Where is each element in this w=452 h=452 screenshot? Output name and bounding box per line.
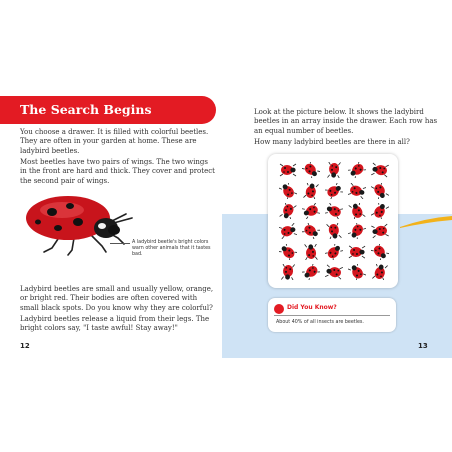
- left-paragraph-1: You choose a drawer. It is filled with colorful beetles. They are often in your garden at home. These are ladybird beetles.: [20, 128, 209, 155]
- ladybug-4-4: [348, 223, 366, 239]
- ladybug-1-2: [302, 162, 320, 178]
- ladybug-5-4: [348, 244, 366, 260]
- ladybug-3-2: [302, 203, 320, 219]
- left-paragraph-3: Ladybird beetles are small and usually yellow, orange, or bright red. Their bodies are often covered with small black spots. Do you know why they are colorful?: [20, 285, 214, 312]
- did-you-know-title: Did You Know?: [287, 304, 337, 311]
- page-number-right: 13: [418, 342, 428, 350]
- left-paragraph-2: Most beetles have two pairs of wings. The two wings in the front are hard and thick. They cover and protect the second pair of wings.: [20, 158, 215, 185]
- right-paragraph-1: Look at the picture below. It shows the ladybird beetles in an array inside the drawer. Each row has an equal number of beetles.: [254, 108, 438, 135]
- ladybug-1-5: [371, 162, 389, 178]
- ladybug-1-3: [325, 162, 343, 178]
- caption-pointer-line: [110, 243, 130, 244]
- ladybug-2-5: [371, 183, 389, 199]
- page-title: The Search Begins: [20, 102, 152, 117]
- ladybug-1-1: [279, 162, 297, 178]
- gold-swoosh-decoration: [400, 216, 452, 228]
- page-number-left: 12: [20, 342, 30, 350]
- ladybug-3-3: [325, 203, 343, 219]
- ladybug-6-3: [325, 264, 343, 280]
- did-you-know-box: [268, 298, 396, 332]
- ladybug-2-1: [279, 183, 297, 199]
- ladybug-4-5: [371, 223, 389, 239]
- ladybug-2-4: [348, 183, 366, 199]
- ladybug-5-5: [371, 244, 389, 260]
- ladybug-3-5: [371, 203, 389, 219]
- info-icon: [274, 304, 284, 314]
- beetle-drawer: [268, 154, 398, 288]
- ladybug-6-4: [348, 264, 366, 280]
- ladybug-6-5: [371, 264, 389, 280]
- ladybug-3-4: [348, 203, 366, 219]
- ladybug-5-3: [325, 244, 343, 260]
- ladybug-4-1: [279, 223, 297, 239]
- left-paragraph-4: Ladybird beetles release a liquid from their legs. The bright colors say, "I taste awful! Stay away!": [20, 315, 210, 333]
- ladybug-5-1: [279, 244, 297, 260]
- ladybug-3-1: [279, 203, 297, 219]
- right-paragraph-2: How many ladybird beetles are there in all?: [254, 138, 410, 146]
- ladybug-array: [276, 160, 392, 282]
- ladybug-6-1: [279, 264, 297, 280]
- photo-caption: A ladybird beetle's bright colors warn other animals that it tastes bad.: [132, 240, 211, 257]
- ladybug-2-3: [325, 183, 343, 199]
- ladybug-5-2: [302, 244, 320, 260]
- ladybug-2-2: [302, 183, 320, 199]
- ladybug-4-3: [325, 223, 343, 239]
- ladybug-photo: [14, 192, 140, 256]
- ladybug-6-2: [302, 264, 320, 280]
- ladybug-4-2: [302, 223, 320, 239]
- did-you-know-text: About 40% of all insects are beetles.: [276, 320, 364, 325]
- title-banner: [0, 96, 216, 124]
- ladybug-1-4: [348, 162, 366, 178]
- did-you-know-divider: [274, 315, 390, 316]
